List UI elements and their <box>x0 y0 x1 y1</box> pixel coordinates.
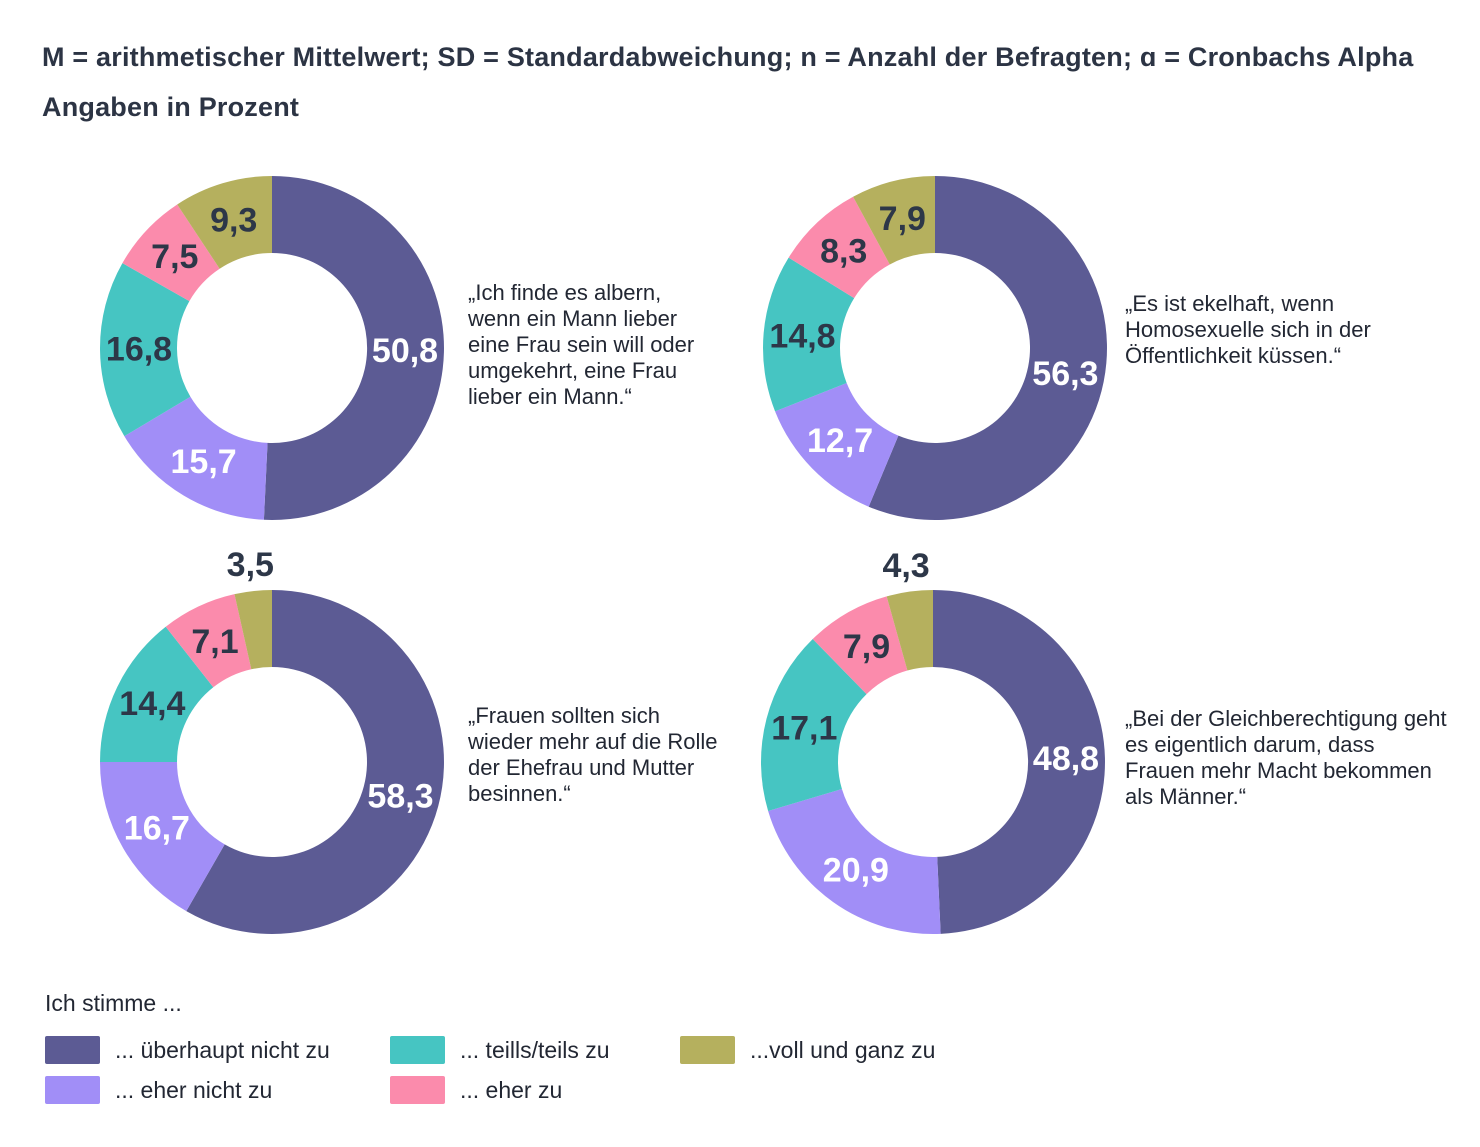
legend-swatch-ueberhaupt-nicht <box>45 1036 100 1064</box>
legend-swatch-teils-teils <box>390 1036 445 1064</box>
legend <box>45 1036 935 1104</box>
slice-value-label: 16,7 <box>123 809 190 848</box>
legend-swatch-eher-nicht <box>45 1076 100 1104</box>
slice-value-label: 15,7 <box>170 443 237 482</box>
legend-item-teils-teils <box>390 1036 680 1064</box>
slice-value-label: 7,9 <box>842 627 891 666</box>
legend-item-voll-und-ganz <box>680 1036 935 1064</box>
slice-value-label: 17,1 <box>771 709 838 748</box>
donut-chart-oeffentlichkeit <box>695 108 1175 588</box>
legend-label-eher-nicht: ... eher nicht zu <box>115 1076 273 1103</box>
chart-quote-gleichberechtigung: „Bei der Gleichberechtigung geht es eigentlich darum, dass Frauen mehr Macht bekommen als Männer.“ <box>1125 706 1447 809</box>
slice-value-label: 14,8 <box>769 317 836 356</box>
slice-value-label: 9,3 <box>210 201 258 240</box>
legend-item-eher-nicht <box>45 1076 390 1104</box>
slice-value-label: 12,7 <box>807 422 874 461</box>
chart-quote-mann-frau: „Ich finde es albern, wenn ein Mann lieber eine Frau sein will oder umgekehrt, eine Frau lieber ein Mann.“ <box>468 280 695 409</box>
donut-chart-mann-frau <box>32 108 512 588</box>
slice-value-label: 20,9 <box>822 851 889 890</box>
slice-value-label: 7,1 <box>191 622 239 661</box>
slice-value-label: 7,9 <box>878 200 926 239</box>
donut-chart-ehefrau-mutter <box>32 522 512 1002</box>
slice-value-label: 50,8 <box>371 332 439 371</box>
legend-item-ueberhaupt-nicht <box>45 1036 390 1064</box>
legend-swatch-eher-zu <box>390 1076 445 1104</box>
legend-intro: Ich stimme ... <box>45 990 182 1016</box>
slice-value-label: 4,3 <box>882 546 930 585</box>
chart-quote-ehefrau-mutter: „Frauen sollten sich wieder mehr auf die Rolle der Ehefrau und Mutter besinnen.“ <box>468 703 718 806</box>
slice-value-label: 48,8 <box>1032 740 1100 778</box>
legend-item-eher-zu <box>390 1076 680 1104</box>
definitions-header: M = arithmetischer Mittelwert; SD = Standardabweichung; n = Anzahl der Befragten; ɑ = Cronbachs Alpha <box>42 42 1414 72</box>
legend-label-ueberhaupt-nicht: ... überhaupt nicht zu <box>115 1036 330 1063</box>
slice-value-label: 8,3 <box>820 232 868 271</box>
slice-value-label: 16,8 <box>105 330 173 369</box>
slice-value-label: 14,4 <box>119 684 186 723</box>
slice-value-label: 58,3 <box>367 777 434 816</box>
units-header: Angaben in Prozent <box>42 92 300 122</box>
legend-swatch-voll-und-ganz <box>680 1036 735 1064</box>
slice-value-label: 7,5 <box>151 238 199 277</box>
legend-label-eher-zu: ... eher zu <box>460 1076 563 1103</box>
slice-value-label: 56,3 <box>1032 355 1099 394</box>
legend-label-teils-teils: ... teills/teils zu <box>460 1036 610 1063</box>
legend-label-voll-und-ganz: ...voll und ganz zu <box>750 1036 936 1063</box>
slice-value-label: 3,5 <box>226 546 274 585</box>
chart-quote-oeffentlichkeit: „Es ist ekelhaft, wenn Homosexuelle sich in der Öffentlichkeit küssen.“ <box>1125 291 1371 368</box>
donut-chart-gleichberechtigung <box>693 522 1173 1002</box>
